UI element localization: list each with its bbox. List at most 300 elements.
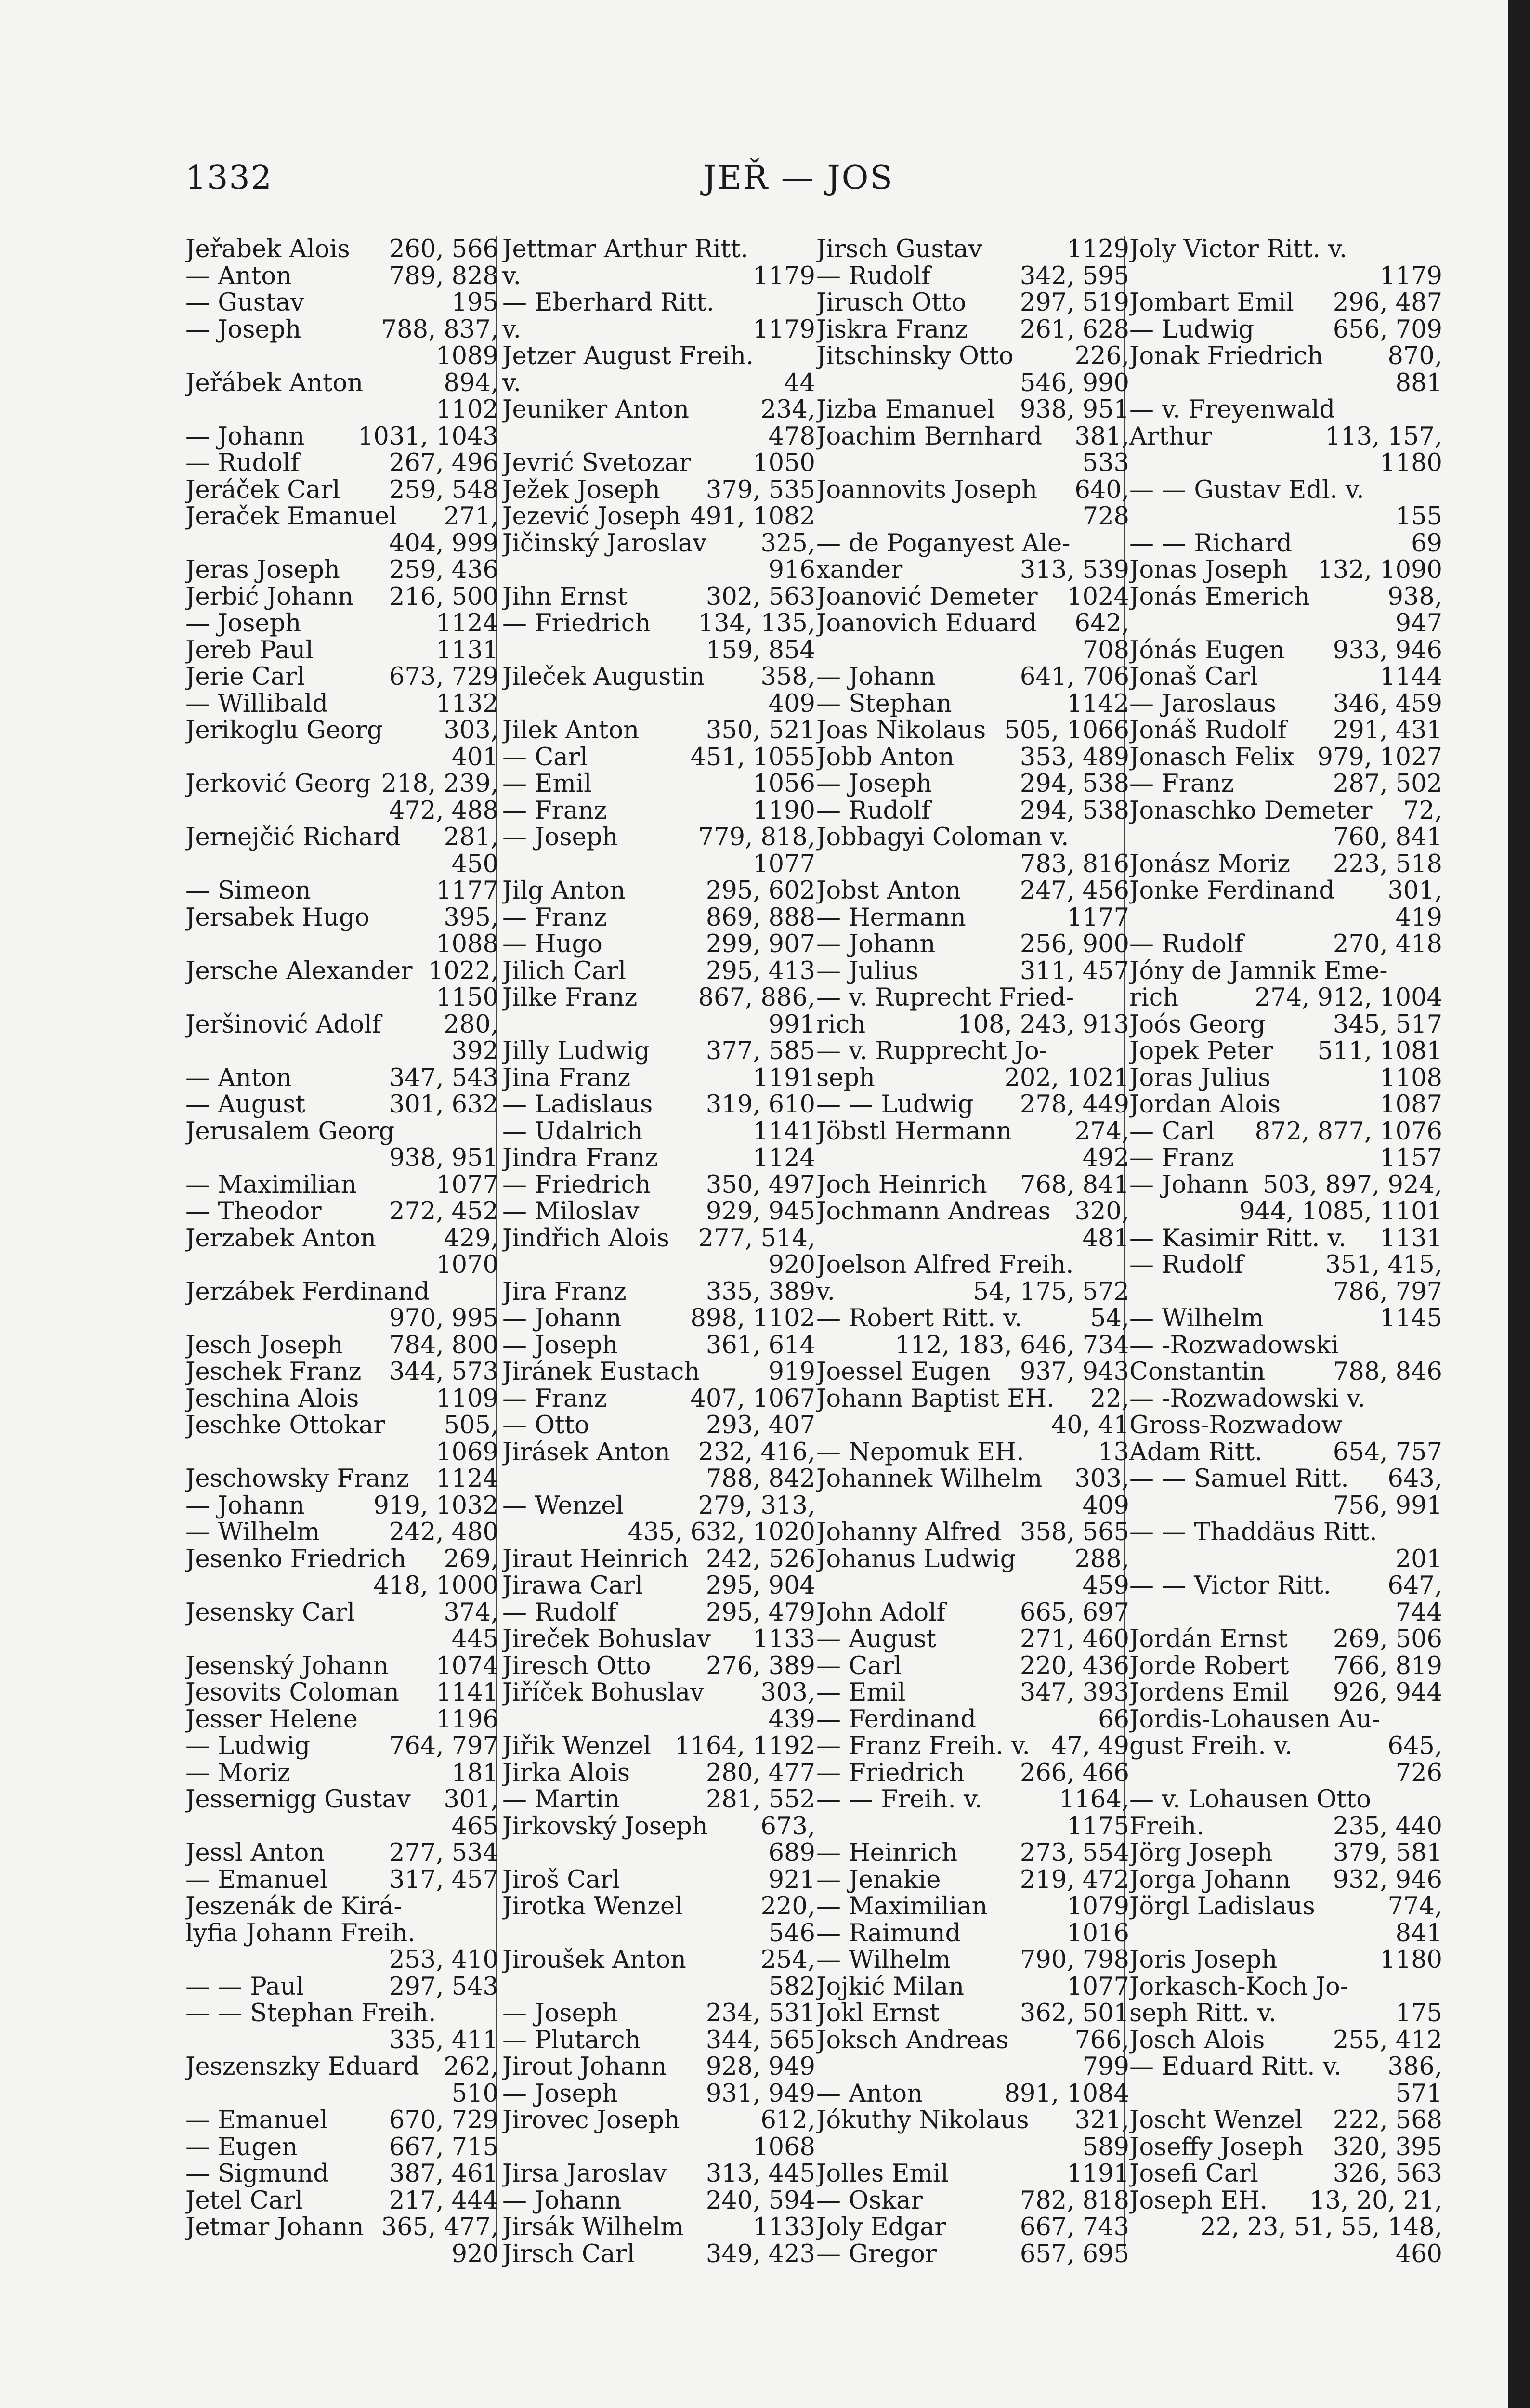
index-entry-line (1129, 1679, 1442, 1706)
entry-name: — Franz (502, 1385, 607, 1412)
entry-pages (1436, 1332, 1442, 1359)
index-entry-line (816, 798, 1129, 824)
index-entry-line (502, 316, 815, 343)
entry-pages (1123, 530, 1129, 557)
index-entry-line (185, 1466, 498, 1492)
entry-name: Jezević Joseph (502, 503, 681, 530)
entry-pages: 155 (1395, 503, 1442, 530)
index-entry-line (502, 1974, 815, 2001)
index-entry-line (185, 2000, 498, 2027)
entry-pages: 255, 412 (1333, 2027, 1442, 2054)
entry-name: — Moriz (185, 1759, 290, 1786)
entry-pages: 386, (1387, 2054, 1442, 2081)
entry-pages: 1164, 1192 (674, 1733, 815, 1760)
index-entry-line (502, 1813, 815, 1840)
entry-name: Johannek Wilhelm (816, 1466, 1043, 1492)
index-entry-line (185, 1198, 498, 1225)
index-entry-line (816, 771, 1129, 798)
entry-pages: 919 (768, 1359, 815, 1386)
index-entry-line (1129, 1840, 1442, 1867)
entry-pages: 274, 912, 1004 (1255, 984, 1442, 1011)
entry-pages: 510 (451, 2080, 498, 2107)
index-entry-line (816, 1439, 1129, 1466)
entry-name: Joessel Eugen (816, 1359, 991, 1386)
index-entry-line (185, 1840, 498, 1867)
entry-pages: 219, 472 (1020, 1866, 1129, 1893)
index-entry-line (816, 1466, 1129, 1492)
entry-pages: 362, 501 (1020, 2000, 1129, 2027)
entry-name: Jonasch Felix (1129, 744, 1295, 771)
entry-name: Jetzer August Freih. (502, 343, 754, 370)
entry-pages: 533 (1082, 450, 1129, 477)
entry-name: Jonás Emerich (1129, 583, 1310, 610)
index-entry-line (185, 1359, 498, 1386)
entry-name: — Franz (502, 904, 607, 931)
entry-pages: 259, 436 (389, 557, 498, 584)
index-entry-line (502, 1439, 815, 1466)
index-entry-line (1129, 1813, 1442, 1840)
index-entry-line (1129, 1466, 1442, 1492)
entry-pages: 66 (1098, 1706, 1129, 1733)
index-entry-line (1129, 2134, 1442, 2161)
entry-pages: 589 (1082, 2133, 1129, 2160)
index-entry-line (816, 904, 1129, 931)
entry-name: — Maximilian (185, 1171, 357, 1198)
entry-name: Jonaschko Demeter (1129, 797, 1373, 824)
entry-pages: 379, 581 (1333, 1840, 1442, 1867)
entry-name: Jeraček Emanuel (185, 503, 397, 530)
entry-pages: 689 (768, 1840, 815, 1867)
entry-pages: 944, 1085, 1101 (1239, 1198, 1442, 1225)
index-entry-line (816, 1279, 1129, 1306)
index-entry-line (185, 1386, 498, 1413)
entry-name: — -Rozwadowski v. (1129, 1385, 1366, 1412)
entry-pages: 933, 946 (1333, 637, 1442, 664)
index-entry-line (816, 2081, 1129, 2107)
entry-pages: 234, 531 (706, 2000, 815, 2027)
index-entry-line (1129, 1359, 1442, 1386)
index-entry-line (185, 664, 498, 691)
entry-pages: 1068 (753, 2133, 815, 2160)
index-entry-line (816, 958, 1129, 985)
entry-pages: 342, 595 (1020, 262, 1129, 289)
index-entry-line (816, 370, 1129, 397)
index-entry-line (1129, 610, 1442, 637)
index-entry-line (502, 1145, 815, 1172)
entry-pages: 358, (760, 664, 815, 691)
entry-name: — Johann (816, 931, 936, 958)
entry-pages (1436, 1706, 1442, 1733)
index-entry-line (816, 1599, 1129, 1626)
entry-pages: 326, 563 (1333, 2160, 1442, 2187)
index-entry-line (1129, 1786, 1442, 1813)
entry-name: — Franz (1129, 1145, 1234, 1172)
entry-pages: 112, 183, 646, 734 (895, 1332, 1129, 1359)
entry-name: — Willibald (185, 690, 328, 717)
index-entry-line (185, 1706, 498, 1733)
index-entry-line (185, 2160, 498, 2187)
entry-pages: 938, (1387, 583, 1442, 610)
entry-name: Joannovits Joseph (816, 476, 1037, 503)
index-entry-line (185, 1305, 498, 1332)
entry-name: Jeszenák de Kirá- (185, 1893, 402, 1920)
entry-name: — Rudolf (185, 450, 300, 477)
entry-name: Jindra Franz (502, 1145, 658, 1172)
index-entry-line (1129, 1974, 1442, 2001)
index-entry-line (1129, 904, 1442, 931)
index-entry-line (816, 423, 1129, 450)
index-entry-line (185, 1893, 498, 1920)
entry-name: Jochmann Andreas (816, 1198, 1051, 1225)
index-entry-line (185, 1038, 498, 1065)
index-entry-line (1129, 1386, 1442, 1413)
entry-pages: 919, 1032 (373, 1492, 498, 1519)
entry-pages: 247, 456 (1020, 877, 1129, 904)
index-entry-line (816, 1145, 1129, 1172)
entry-name: Jina Franz (502, 1064, 631, 1091)
entry-name: Jersche Alexander (185, 957, 413, 984)
entry-pages: 673, (760, 1813, 815, 1840)
entry-pages: 301, 632 (389, 1091, 498, 1118)
entry-name: — Simeon (185, 877, 311, 904)
entry-name: Jorkasch-Koch Jo- (1129, 1973, 1349, 2000)
entry-name: Jeřabek Alois (185, 236, 350, 263)
entry-name: Jonász Moriz (1129, 851, 1291, 877)
entry-pages: 760, 841 (1333, 824, 1442, 851)
entry-pages: 1070 (436, 1252, 498, 1279)
entry-pages: 313, 539 (1020, 557, 1129, 584)
index-entry-line (185, 1412, 498, 1439)
entry-name: Jitschinsky Otto (816, 343, 1014, 370)
index-entry-line (185, 1011, 498, 1038)
entry-pages: 379, 535 (706, 476, 815, 503)
entry-name: Joscht Wenzel (1129, 2107, 1303, 2134)
index-entry-line (1129, 984, 1442, 1011)
entry-name: seph Ritt. v. (1129, 2000, 1277, 2027)
running-head: JEŘ — JOS (703, 159, 894, 197)
entry-pages: 478 (768, 423, 815, 450)
entry-pages: 395, (444, 904, 498, 931)
index-entry-line (1129, 1492, 1442, 1519)
entry-name: — Emil (816, 1679, 906, 1706)
entry-pages: 261, 628 (1020, 316, 1129, 343)
entry-pages: 841 (1395, 1920, 1442, 1947)
entry-pages: 345, 517 (1333, 1011, 1442, 1038)
entry-pages: 790, 798 (1020, 1947, 1129, 1974)
entry-name: — — Richard (1129, 530, 1292, 557)
entry-name: Jörgl Ladislaus (1129, 1893, 1315, 1920)
index-entry-line (1129, 664, 1442, 691)
entry-name: Jerzabek Anton (185, 1225, 376, 1252)
entry-pages: 175 (1395, 2000, 1442, 2027)
entry-name: Jonáš Rudolf (1129, 717, 1287, 744)
entry-pages: 409 (1082, 1492, 1129, 1519)
entry-pages: 270, 418 (1333, 931, 1442, 958)
entry-pages: 708 (1082, 637, 1129, 664)
index-entry-line (1129, 2241, 1442, 2268)
index-entry-line (502, 343, 815, 370)
index-column-3 (816, 236, 1129, 2267)
entry-name: Josefi Carl (1129, 2160, 1258, 2187)
index-entry-line (1129, 1653, 1442, 1680)
entry-pages: 365, 477, (381, 2214, 498, 2241)
entry-pages: 870, (1387, 343, 1442, 370)
index-entry-line (1129, 824, 1442, 851)
index-entry-line (816, 1519, 1129, 1546)
entry-name: Jerie Carl (185, 664, 305, 691)
index-entry-line (185, 503, 498, 530)
entry-name: — Jaroslaus (1129, 690, 1277, 717)
index-entry-line (185, 530, 498, 557)
entry-pages: 768, 841 (1020, 1171, 1129, 1198)
entry-pages: 295, 479 (706, 1599, 815, 1626)
entry-pages (492, 2000, 498, 2027)
index-column-4 (1129, 236, 1442, 2267)
entry-pages: 54, (1090, 1305, 1129, 1332)
index-entry-line (1129, 2081, 1442, 2107)
entry-name: Joly Victor Ritt. v. (1129, 236, 1347, 263)
entry-name: Josch Alois (1129, 2027, 1265, 2054)
index-entry-line (816, 1492, 1129, 1519)
index-entry-line (1129, 1172, 1442, 1199)
entry-pages (1436, 958, 1442, 985)
entry-pages: 728 (1082, 503, 1129, 530)
entry-name: Joanović Demeter (816, 583, 1038, 610)
index-entry-line (185, 2081, 498, 2107)
entry-name: Jeschowsky Franz (185, 1466, 409, 1492)
index-entry-line (502, 610, 815, 637)
index-entry-line (1129, 1706, 1442, 1733)
index-entry-line (502, 664, 815, 691)
entry-pages: 353, 489 (1020, 744, 1129, 771)
entry-pages: 44 (784, 369, 815, 396)
entry-pages: 311, 457 (1020, 957, 1129, 984)
entry-pages: 641, 706 (1020, 664, 1129, 691)
entry-pages: 295, 602 (706, 877, 815, 904)
index-entry-line (502, 717, 815, 744)
entry-name: — v. Rupprecht Jo- (816, 1038, 1047, 1065)
index-entry-line (185, 798, 498, 824)
entry-pages: 272, 452 (389, 1198, 498, 1225)
entry-name: Jeřábek Anton (185, 369, 364, 396)
entry-name: Jiskra Franz (816, 316, 968, 343)
entry-pages: 13, 20, 21, (1309, 2187, 1442, 2214)
entry-name: — v. Ruprecht Fried- (816, 984, 1074, 1011)
entry-name: Jilly Ludwig (502, 1038, 650, 1065)
entry-name: Jiránek Eustach (502, 1359, 700, 1386)
index-entry-line (502, 1572, 815, 1599)
index-entry-line (1129, 877, 1442, 904)
entry-name: Joós Georg (1129, 1011, 1266, 1038)
entry-pages: 297, 519 (1020, 289, 1129, 316)
entry-name: Jilich Carl (502, 957, 627, 984)
entry-name: — August (816, 1626, 937, 1653)
entry-pages: 439 (768, 1706, 815, 1733)
entry-pages: 40, 41 (1051, 1412, 1129, 1439)
index-entry-line (1129, 1091, 1442, 1118)
entry-pages: 235, 440 (1333, 1813, 1442, 1840)
entry-pages: 1177 (1067, 904, 1129, 931)
entry-pages: 344, 573 (389, 1359, 498, 1386)
entry-name: — Wilhelm (1129, 1305, 1264, 1332)
entry-name: Jobb Anton (816, 744, 955, 771)
entry-pages: 481 (1082, 1225, 1129, 1252)
index-entry-line (502, 584, 815, 611)
entry-pages: 1157 (1380, 1145, 1442, 1172)
entry-name: — Rudolf (1129, 931, 1243, 958)
entry-name: Jorga Johann (1129, 1866, 1291, 1893)
entry-name: Jiroušek Anton (502, 1947, 686, 1974)
index-entry-line (502, 477, 815, 504)
entry-pages: 266, 466 (1020, 1759, 1129, 1786)
index-entry-line (816, 1359, 1129, 1386)
index-entry-line (185, 771, 498, 798)
entry-pages: 358, 565 (1020, 1519, 1129, 1546)
index-entry-line (502, 904, 815, 931)
entry-pages: 1179 (753, 316, 815, 343)
entry-name: Jirsák Wilhelm (502, 2214, 684, 2241)
entry-name: xander (816, 557, 903, 584)
entry-name: Jetmar Johann (185, 2214, 364, 2241)
entry-pages: 47, 49 (1051, 1733, 1129, 1760)
index-entry-line (816, 1172, 1129, 1199)
entry-name: Joris Joseph (1129, 1947, 1278, 1974)
entry-name: — Franz Freih. v. (816, 1733, 1030, 1760)
index-entry-line (185, 1626, 498, 1653)
entry-pages: 280, 477 (706, 1759, 815, 1786)
entry-name: Jerzábek Ferdinand (185, 1278, 430, 1305)
entry-name: Jiříček Bohuslav (502, 1679, 704, 1706)
entry-pages: 654, 757 (1333, 1439, 1442, 1466)
index-entry-line (502, 1733, 815, 1760)
entry-pages: 937, 943 (1020, 1359, 1129, 1386)
entry-name: — Otto (502, 1412, 589, 1439)
index-entry-line (816, 2054, 1129, 2081)
index-entry-line (1129, 1011, 1442, 1038)
entry-pages: 1164, (1059, 1786, 1129, 1813)
entry-pages: 278, 449 (1020, 1091, 1129, 1118)
entry-name: Jirawa Carl (502, 1572, 643, 1599)
entry-name: — de Poganyest Ale- (816, 530, 1071, 557)
index-entry-line (816, 1198, 1129, 1225)
entry-name: — Emanuel (185, 1866, 328, 1893)
entry-name: Jerikoglu Georg (185, 717, 383, 744)
entry-name: Jordis-Lohausen Au- (1129, 1706, 1380, 1733)
index-entry-line (1129, 316, 1442, 343)
entry-pages: 784, 800 (389, 1332, 498, 1359)
index-entry-line (185, 2134, 498, 2161)
index-entry-line (816, 2107, 1129, 2134)
entry-name: Jersabek Hugo (185, 904, 370, 931)
index-entry-line (502, 1279, 815, 1306)
index-entry-line (1129, 503, 1442, 530)
index-entry-line (816, 1733, 1129, 1760)
entry-pages: 667, 715 (389, 2133, 498, 2160)
entry-pages: 260, 566 (389, 236, 498, 263)
index-entry-line (185, 2107, 498, 2134)
entry-pages: 220, 436 (1020, 1652, 1129, 1679)
entry-pages: 346, 459 (1333, 690, 1442, 717)
entry-pages: 293, 407 (706, 1412, 815, 1439)
index-entry-line (1129, 584, 1442, 611)
index-entry-line (816, 744, 1129, 771)
entry-name: Jessl Anton (185, 1840, 325, 1867)
index-entry-line (1129, 289, 1442, 316)
entry-pages: 789, 828 (389, 262, 498, 289)
entry-pages: 571 (1395, 2080, 1442, 2107)
entry-name: Jeszenszky Eduard (185, 2054, 419, 2081)
entry-pages: 1108 (1380, 1064, 1442, 1091)
index-entry-line (185, 477, 498, 504)
entry-pages: 929, 945 (706, 1198, 815, 1225)
entry-pages: 303, (760, 1679, 815, 1706)
entry-pages: 1196 (436, 1706, 498, 1733)
index-entry-line (1129, 1733, 1442, 1760)
index-entry-line (502, 423, 815, 450)
entry-name: Joksch Andreas (816, 2027, 1009, 2054)
index-entry-line (816, 1118, 1129, 1145)
index-entry-line (1129, 2107, 1442, 2134)
entry-name: Jesensky Carl (185, 1599, 355, 1626)
entry-pages: 645, (1387, 1733, 1442, 1760)
entry-name: Johanny Alfred (816, 1519, 1002, 1546)
index-entry-line (816, 1920, 1129, 1947)
entry-name: — Joseph (502, 824, 618, 851)
index-entry-line (185, 1546, 498, 1573)
entry-name: — Wilhelm (185, 1519, 320, 1546)
entry-name: Jolles Emil (816, 2160, 949, 2187)
index-entry-line (502, 877, 815, 904)
entry-pages: 881 (1395, 369, 1442, 396)
entry-pages: 926, 944 (1333, 1679, 1442, 1706)
index-entry-line (502, 2160, 815, 2187)
index-entry-line (185, 236, 498, 263)
index-entry-line (185, 396, 498, 423)
entry-pages: 872, 877, 1076 (1255, 1118, 1442, 1145)
entry-name: Jirsch Carl (502, 2240, 635, 2267)
index-entry-line (816, 1011, 1129, 1038)
index-entry-line (185, 1492, 498, 1519)
index-entry-line (816, 503, 1129, 530)
entry-pages: 546, 990 (1020, 369, 1129, 396)
entry-pages: 254, (760, 1947, 815, 1974)
entry-pages: 1141 (753, 1118, 815, 1145)
entry-name: — Raimund (816, 1920, 961, 1947)
index-entry-line (502, 824, 815, 851)
index-entry-line (502, 1679, 815, 1706)
index-entry-line (816, 1225, 1129, 1252)
entry-name: — Johann (185, 423, 305, 450)
entry-pages: 377, 585 (706, 1038, 815, 1065)
entry-pages: 667, 743 (1020, 2214, 1129, 2241)
entry-pages: 1077 (436, 1171, 498, 1198)
entry-name: — Oskar (816, 2187, 923, 2214)
entry-pages: 920 (768, 1252, 815, 1279)
entry-pages (1436, 1974, 1442, 2001)
entry-pages (1123, 824, 1129, 851)
entry-name: rich (1129, 984, 1179, 1011)
index-entry-line (502, 637, 815, 664)
entry-pages (492, 1279, 498, 1306)
entry-name: Jirsa Jaroslav (502, 2160, 667, 2187)
entry-name: — Stephan (816, 690, 952, 717)
index-entry-line (816, 316, 1129, 343)
index-entry-line (502, 2214, 815, 2241)
index-entry-line (816, 877, 1129, 904)
entry-name: — Joseph (502, 2000, 618, 2027)
entry-pages: 1175 (1067, 1813, 1129, 1840)
entry-name: — Udalrich (502, 1118, 643, 1145)
